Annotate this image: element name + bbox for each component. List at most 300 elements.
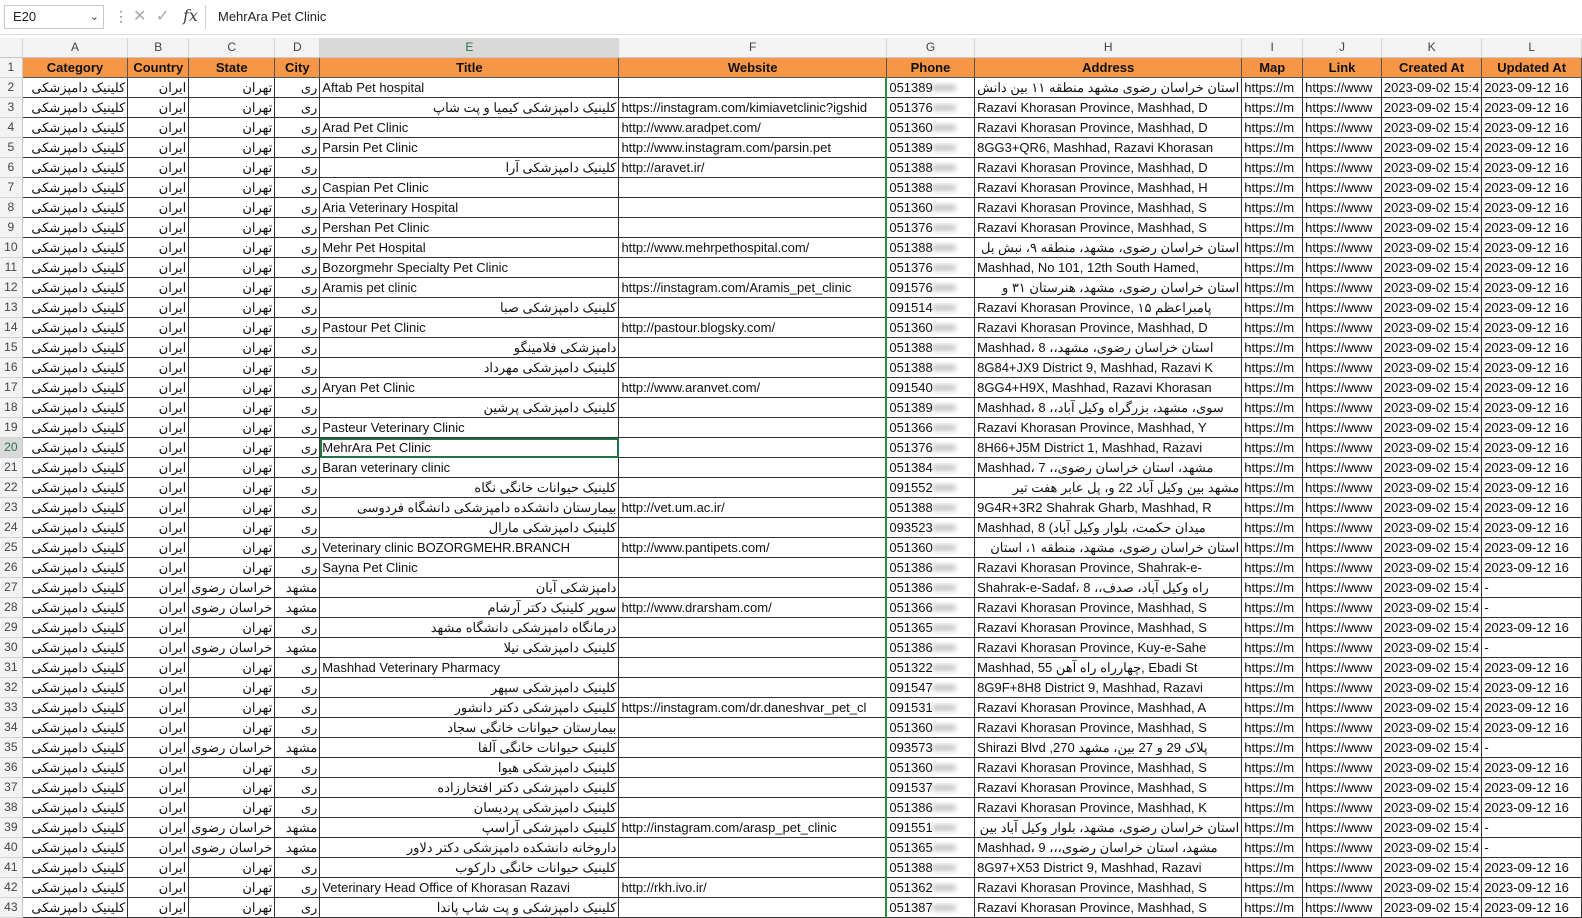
cell-d21[interactable]: ری [275, 458, 320, 478]
cell-e18[interactable]: کلینیک دامپزشکی پرشین [320, 398, 619, 418]
cell-h16[interactable]: 8G84+JX9 District 9, Mashhad, Razavi K [975, 358, 1242, 378]
cell-d12[interactable]: ری [275, 278, 320, 298]
cell-a31[interactable]: کلینیک دامپزشکی [22, 658, 128, 678]
cell-b7[interactable]: ایران [128, 178, 189, 198]
cell-d10[interactable]: ری [275, 238, 320, 258]
cell-c20[interactable]: تهران [189, 438, 275, 458]
cell-f27[interactable] [619, 578, 886, 598]
cell-b6[interactable]: ایران [128, 158, 189, 178]
cell-g8[interactable] [886, 198, 974, 218]
cell-g38[interactable] [886, 798, 974, 818]
column-header-a[interactable]: A [22, 38, 128, 58]
cell-c21[interactable]: تهران [189, 458, 275, 478]
cell-h31[interactable]: Mashhad, 55 چهارراه راه آهن, Ebadi St [975, 658, 1242, 678]
cell-g39[interactable] [886, 818, 974, 838]
cell-g7[interactable] [886, 178, 974, 198]
cell-l22[interactable]: 2023-09-12 16 [1482, 478, 1582, 498]
cell-h10[interactable]: استان خراسان رضوی، مشهد، منطقه ۹، نبش بل [975, 238, 1242, 258]
header-cell-g[interactable]: Phone [886, 58, 974, 78]
cell-l42[interactable]: 2023-09-12 16 [1482, 878, 1582, 898]
cell-h42[interactable]: Razavi Khorasan Province, Mashhad, S [975, 878, 1242, 898]
cell-a5[interactable]: کلینیک دامپزشکی [22, 138, 128, 158]
cell-j38[interactable]: https://www [1303, 798, 1382, 818]
cell-h8[interactable]: Razavi Khorasan Province, Mashhad, S [975, 198, 1242, 218]
column-header-f[interactable]: F [619, 38, 886, 58]
cell-a9[interactable]: کلینیک دامپزشکی [22, 218, 128, 238]
cell-i19[interactable]: https://m [1242, 418, 1303, 438]
cell-b16[interactable]: ایران [128, 358, 189, 378]
cell-d40[interactable]: مشهد [275, 838, 320, 858]
cell-g24[interactable] [886, 518, 974, 538]
cell-c15[interactable]: تهران [189, 338, 275, 358]
cell-a3[interactable]: کلینیک دامپزشکی [22, 98, 128, 118]
cell-h23[interactable]: 9G4R+3R2 Shahrak Gharb, Mashhad, R [975, 498, 1242, 518]
cell-e33[interactable]: کلینیک دامپزشکی دکتر دانشور [320, 698, 619, 718]
cell-k33[interactable]: 2023-09-02 15:4 [1381, 698, 1481, 718]
row-header-4[interactable]: 4 [0, 118, 22, 138]
cell-e34[interactable]: بیمارستان حیوانات خانگی سجاد [320, 718, 619, 738]
cell-l21[interactable]: 2023-09-12 16 [1482, 458, 1582, 478]
more-options-icon[interactable]: ⋮ [114, 8, 128, 24]
cell-g18[interactable] [886, 398, 974, 418]
cell-g11[interactable] [886, 258, 974, 278]
row-header-3[interactable]: 3 [0, 98, 22, 118]
cell-d26[interactable]: ری [275, 558, 320, 578]
cell-k40[interactable]: 2023-09-02 15:4 [1381, 838, 1481, 858]
cell-j4[interactable]: https://www [1303, 118, 1382, 138]
cell-j14[interactable]: https://www [1303, 318, 1382, 338]
cell-a37[interactable]: کلینیک دامپزشکی [22, 778, 128, 798]
cell-d23[interactable]: ری [275, 498, 320, 518]
cell-k17[interactable]: 2023-09-02 15:4 [1381, 378, 1481, 398]
cell-j2[interactable]: https://www [1303, 78, 1382, 98]
cell-h41[interactable]: 8G97+X53 District 9, Mashhad, Razavi [975, 858, 1242, 878]
cell-k13[interactable]: 2023-09-02 15:4 [1381, 298, 1481, 318]
cell-f32[interactable] [619, 678, 886, 698]
cell-f9[interactable] [619, 218, 886, 238]
cell-g42[interactable] [886, 878, 974, 898]
cell-c29[interactable]: تهران [189, 618, 275, 638]
cell-d42[interactable]: ری [275, 878, 320, 898]
cell-d13[interactable]: ری [275, 298, 320, 318]
cell-b26[interactable]: ایران [128, 558, 189, 578]
cell-i9[interactable]: https://m [1242, 218, 1303, 238]
cell-k7[interactable]: 2023-09-02 15:4 [1381, 178, 1481, 198]
cell-e21[interactable]: Baran veterinary clinic [320, 458, 619, 478]
cell-e13[interactable]: کلینیک دامپزشکی صبا [320, 298, 619, 318]
cell-e10[interactable]: Mehr Pet Hospital [320, 238, 619, 258]
cell-b12[interactable]: ایران [128, 278, 189, 298]
cell-i14[interactable]: https://m [1242, 318, 1303, 338]
cell-a28[interactable]: کلینیک دامپزشکی [22, 598, 128, 618]
chevron-down-icon[interactable]: ⌄ [89, 11, 99, 23]
cell-c25[interactable]: تهران [189, 538, 275, 558]
cell-a14[interactable]: کلینیک دامپزشکی [22, 318, 128, 338]
cell-g43[interactable] [886, 898, 974, 918]
cell-k38[interactable]: 2023-09-02 15:4 [1381, 798, 1481, 818]
column-header-l[interactable]: L [1482, 38, 1582, 58]
cell-h38[interactable]: Razavi Khorasan Province, Mashhad, K [975, 798, 1242, 818]
cell-b8[interactable]: ایران [128, 198, 189, 218]
cell-c37[interactable]: تهران [189, 778, 275, 798]
cell-l28[interactable]: - [1482, 598, 1582, 618]
cell-i24[interactable]: https://m [1242, 518, 1303, 538]
cell-g16[interactable] [886, 358, 974, 378]
cell-c3[interactable]: تهران [189, 98, 275, 118]
row-header-16[interactable]: 16 [0, 358, 22, 378]
cell-b19[interactable]: ایران [128, 418, 189, 438]
cell-d43[interactable]: ری [275, 898, 320, 918]
cell-h12[interactable]: استان خراسان رضوی، مشهد، هنرستان ۳۱ و [975, 278, 1242, 298]
cell-l11[interactable]: 2023-09-12 16 [1482, 258, 1582, 278]
cell-l18[interactable]: 2023-09-12 16 [1482, 398, 1582, 418]
cell-l3[interactable]: 2023-09-12 16 [1482, 98, 1582, 118]
cell-a20[interactable]: کلینیک دامپزشکی [22, 438, 128, 458]
cell-b27[interactable]: ایران [128, 578, 189, 598]
cell-b31[interactable]: ایران [128, 658, 189, 678]
cell-h9[interactable]: Razavi Khorasan Province, Mashhad, S [975, 218, 1242, 238]
cell-b17[interactable]: ایران [128, 378, 189, 398]
cell-h39[interactable]: استان خراسان رضوی، مشهد، بلوار وکیل آباد بین [975, 818, 1242, 838]
cell-i5[interactable]: https://m [1242, 138, 1303, 158]
column-header-e[interactable]: E [320, 38, 619, 58]
cell-e30[interactable]: کلینیک دامپزشکی نیلا [320, 638, 619, 658]
cell-j29[interactable]: https://www [1303, 618, 1382, 638]
cell-d38[interactable]: ری [275, 798, 320, 818]
row-header-25[interactable]: 25 [0, 538, 22, 558]
cell-g6[interactable] [886, 158, 974, 178]
cell-b29[interactable]: ایران [128, 618, 189, 638]
cell-j8[interactable]: https://www [1303, 198, 1382, 218]
cell-g15[interactable] [886, 338, 974, 358]
cell-e24[interactable]: کلینیک دامپزشکی مارال [320, 518, 619, 538]
cell-k14[interactable]: 2023-09-02 15:4 [1381, 318, 1481, 338]
cell-e38[interactable]: کلینیک دامپزشکی پردیسان [320, 798, 619, 818]
cell-f13[interactable] [619, 298, 886, 318]
cell-k25[interactable]: 2023-09-02 15:4 [1381, 538, 1481, 558]
insert-function-icon[interactable]: fx [183, 6, 198, 25]
cell-i34[interactable]: https://m [1242, 718, 1303, 738]
cell-d11[interactable]: ری [275, 258, 320, 278]
cell-h28[interactable]: Razavi Khorasan Province, Mashhad, S [975, 598, 1242, 618]
cell-b41[interactable]: ایران [128, 858, 189, 878]
cell-f7[interactable] [619, 178, 886, 198]
cell-f21[interactable] [619, 458, 886, 478]
cell-k15[interactable]: 2023-09-02 15:4 [1381, 338, 1481, 358]
cell-f14[interactable]: http://pastour.blogsky.com/ [619, 318, 886, 338]
cell-f33[interactable]: https://instagram.com/dr.daneshvar_pet_cl [619, 698, 886, 718]
cell-k19[interactable]: 2023-09-02 15:4 [1381, 418, 1481, 438]
cell-g19[interactable] [886, 418, 974, 438]
cell-d2[interactable]: ری [275, 78, 320, 98]
cell-a33[interactable]: کلینیک دامپزشکی [22, 698, 128, 718]
cell-h17[interactable]: 8GG4+H9X, Mashhad, Razavi Khorasan [975, 378, 1242, 398]
cell-k24[interactable]: 2023-09-02 15:4 [1381, 518, 1481, 538]
cell-k28[interactable]: 2023-09-02 15:4 [1381, 598, 1481, 618]
column-header-k[interactable]: K [1381, 38, 1481, 58]
cell-k32[interactable]: 2023-09-02 15:4 [1381, 678, 1481, 698]
cell-f37[interactable] [619, 778, 886, 798]
cell-f5[interactable]: http://www.instagram.com/parsin.pet [619, 138, 886, 158]
cell-h24[interactable]: Mashhad, 8 (میدان حکمت، بلوار وکیل آباد [975, 518, 1242, 538]
cell-e36[interactable]: کلینیک دامپزشکی هیوا [320, 758, 619, 778]
row-header-30[interactable]: 30 [0, 638, 22, 658]
cell-e17[interactable]: Aryan Pet Clinic [320, 378, 619, 398]
cell-h36[interactable]: Razavi Khorasan Province, Mashhad, S [975, 758, 1242, 778]
cell-k8[interactable]: 2023-09-02 15:4 [1381, 198, 1481, 218]
cell-l13[interactable]: 2023-09-12 16 [1482, 298, 1582, 318]
header-cell-j[interactable]: Link [1303, 58, 1382, 78]
cell-h34[interactable]: Razavi Khorasan Province, Mashhad, S [975, 718, 1242, 738]
cell-b38[interactable]: ایران [128, 798, 189, 818]
cell-l2[interactable]: 2023-09-12 16 [1482, 78, 1582, 98]
cell-d37[interactable]: ری [275, 778, 320, 798]
cell-d3[interactable]: ری [275, 98, 320, 118]
cell-d8[interactable]: ری [275, 198, 320, 218]
cell-b37[interactable]: ایران [128, 778, 189, 798]
cell-g29[interactable] [886, 618, 974, 638]
header-cell-f[interactable]: Website [619, 58, 886, 78]
cell-d28[interactable]: مشهد [275, 598, 320, 618]
cell-e19[interactable]: Pasteur Veterinary Clinic [320, 418, 619, 438]
cell-j33[interactable]: https://www [1303, 698, 1382, 718]
cell-f26[interactable] [619, 558, 886, 578]
header-cell-d[interactable]: City [275, 58, 320, 78]
cell-f19[interactable] [619, 418, 886, 438]
cell-b15[interactable]: ایران [128, 338, 189, 358]
cell-c7[interactable]: تهران [189, 178, 275, 198]
row-header-23[interactable]: 23 [0, 498, 22, 518]
cell-b14[interactable]: ایران [128, 318, 189, 338]
cell-j7[interactable]: https://www [1303, 178, 1382, 198]
cell-i37[interactable]: https://m [1242, 778, 1303, 798]
cell-b18[interactable]: ایران [128, 398, 189, 418]
cell-j22[interactable]: https://www [1303, 478, 1382, 498]
cell-i41[interactable]: https://m [1242, 858, 1303, 878]
cell-l29[interactable]: 2023-09-12 16 [1482, 618, 1582, 638]
row-header-2[interactable]: 2 [0, 78, 22, 98]
cell-l16[interactable]: 2023-09-12 16 [1482, 358, 1582, 378]
cell-k3[interactable]: 2023-09-02 15:4 [1381, 98, 1481, 118]
cell-i21[interactable]: https://m [1242, 458, 1303, 478]
cell-i35[interactable]: https://m [1242, 738, 1303, 758]
cell-i20[interactable]: https://m [1242, 438, 1303, 458]
cell-i2[interactable]: https://m [1242, 78, 1303, 98]
cell-e11[interactable]: Bozorgmehr Specialty Pet Clinic [320, 258, 619, 278]
cell-a43[interactable]: کلینیک دامپزشکی [22, 898, 128, 918]
cell-c2[interactable]: تهران [189, 78, 275, 98]
cell-h25[interactable]: استان خراسان رضوی، مشهد، منطقه ۱، استان [975, 538, 1242, 558]
cell-j35[interactable]: https://www [1303, 738, 1382, 758]
row-header-32[interactable]: 32 [0, 678, 22, 698]
row-header-40[interactable]: 40 [0, 838, 22, 858]
cell-b21[interactable]: ایران [128, 458, 189, 478]
cell-d33[interactable]: ری [275, 698, 320, 718]
cell-e35[interactable]: کلینیک حیوانات خانگی آلفا [320, 738, 619, 758]
cell-l4[interactable]: 2023-09-12 16 [1482, 118, 1582, 138]
cell-i23[interactable]: https://m [1242, 498, 1303, 518]
cell-d20[interactable]: ری [275, 438, 320, 458]
cell-f6[interactable]: http://aravet.ir/ [619, 158, 886, 178]
cell-h13[interactable]: Razavi Khorasan Province, ۱۵ پامبراعظم [975, 298, 1242, 318]
cell-l25[interactable]: 2023-09-12 16 [1482, 538, 1582, 558]
cell-a23[interactable]: کلینیک دامپزشکی [22, 498, 128, 518]
cell-d25[interactable]: ری [275, 538, 320, 558]
cell-g10[interactable] [886, 238, 974, 258]
cell-c9[interactable]: تهران [189, 218, 275, 238]
cell-a13[interactable]: کلینیک دامپزشکی [22, 298, 128, 318]
cell-l33[interactable]: 2023-09-12 16 [1482, 698, 1582, 718]
column-header-h[interactable]: H [975, 38, 1242, 58]
cell-d36[interactable]: ری [275, 758, 320, 778]
row-header-41[interactable]: 41 [0, 858, 22, 878]
cell-e23[interactable]: بیمارستان دانشکده دامپزشکی دانشگاه فردوسی [320, 498, 619, 518]
cell-d30[interactable]: مشهد [275, 638, 320, 658]
cell-k37[interactable]: 2023-09-02 15:4 [1381, 778, 1481, 798]
row-header-26[interactable]: 26 [0, 558, 22, 578]
cell-j18[interactable]: https://www [1303, 398, 1382, 418]
cell-d41[interactable]: ری [275, 858, 320, 878]
cell-a39[interactable]: کلینیک دامپزشکی [22, 818, 128, 838]
cell-h37[interactable]: Razavi Khorasan Province, Mashhad, S [975, 778, 1242, 798]
cell-g27[interactable] [886, 578, 974, 598]
cancel-icon[interactable]: ✕ [133, 8, 147, 25]
cell-f38[interactable] [619, 798, 886, 818]
cell-b13[interactable]: ایران [128, 298, 189, 318]
cell-g30[interactable] [886, 638, 974, 658]
cell-e39[interactable]: کلینیک دامپزشکی آراسپ [320, 818, 619, 838]
cell-b30[interactable]: ایران [128, 638, 189, 658]
cell-g22[interactable] [886, 478, 974, 498]
cell-l41[interactable]: 2023-09-12 16 [1482, 858, 1582, 878]
cell-h21[interactable]: Mashhad، مشهد، استان خراسان رضوی،، 7 [975, 458, 1242, 478]
cell-c14[interactable]: تهران [189, 318, 275, 338]
row-header-14[interactable]: 14 [0, 318, 22, 338]
cell-a10[interactable]: کلینیک دامپزشکی [22, 238, 128, 258]
cell-h3[interactable]: Razavi Khorasan Province, Mashhad, D [975, 98, 1242, 118]
cell-b23[interactable]: ایران [128, 498, 189, 518]
cell-h33[interactable]: Razavi Khorasan Province, Mashhad, A [975, 698, 1242, 718]
cell-e6[interactable]: کلینیک دامپزشکی آرا [320, 158, 619, 178]
cell-h43[interactable]: Razavi Khorasan Province, Mashhad, S [975, 898, 1242, 918]
cell-i26[interactable]: https://m [1242, 558, 1303, 578]
column-header-b[interactable]: B [128, 38, 189, 58]
cell-i22[interactable]: https://m [1242, 478, 1303, 498]
cell-f12[interactable]: https://instagram.com/Aramis_pet_clinic [619, 278, 886, 298]
cell-h32[interactable]: 8G9F+8H8 District 9, Mashhad, Razavi [975, 678, 1242, 698]
cell-k39[interactable]: 2023-09-02 15:4 [1381, 818, 1481, 838]
cell-e22[interactable]: کلینیک حیوانات خانگی نگاه [320, 478, 619, 498]
row-header-7[interactable]: 7 [0, 178, 22, 198]
cell-a29[interactable]: کلینیک دامپزشکی [22, 618, 128, 638]
cell-d7[interactable]: ری [275, 178, 320, 198]
cell-e42[interactable]: Veterinary Head Office of Khorasan Razavi [320, 878, 619, 898]
cell-l5[interactable]: 2023-09-12 16 [1482, 138, 1582, 158]
cell-d4[interactable]: ری [275, 118, 320, 138]
cell-b22[interactable]: ایران [128, 478, 189, 498]
cell-l40[interactable]: - [1482, 838, 1582, 858]
cell-d16[interactable]: ری [275, 358, 320, 378]
cell-c36[interactable]: تهران [189, 758, 275, 778]
cell-b24[interactable]: ایران [128, 518, 189, 538]
cell-l30[interactable]: - [1482, 638, 1582, 658]
cell-a12[interactable]: کلینیک دامپزشکی [22, 278, 128, 298]
cell-c4[interactable]: تهران [189, 118, 275, 138]
row-header-5[interactable]: 5 [0, 138, 22, 158]
row-header-35[interactable]: 35 [0, 738, 22, 758]
cell-g3[interactable] [886, 98, 974, 118]
enter-icon[interactable]: ✓ [156, 8, 170, 25]
cell-g21[interactable] [886, 458, 974, 478]
row-header-15[interactable]: 15 [0, 338, 22, 358]
cell-i33[interactable]: https://m [1242, 698, 1303, 718]
cell-i32[interactable]: https://m [1242, 678, 1303, 698]
cell-f30[interactable] [619, 638, 886, 658]
cell-k2[interactable]: 2023-09-02 15:4 [1381, 78, 1481, 98]
cell-k30[interactable]: 2023-09-02 15:4 [1381, 638, 1481, 658]
cell-k23[interactable]: 2023-09-02 15:4 [1381, 498, 1481, 518]
row-header-8[interactable]: 8 [0, 198, 22, 218]
cell-c40[interactable]: خراسان رضوی [189, 838, 275, 858]
cell-j17[interactable]: https://www [1303, 378, 1382, 398]
cell-c31[interactable]: تهران [189, 658, 275, 678]
cell-j27[interactable]: https://www [1303, 578, 1382, 598]
cell-c18[interactable]: تهران [189, 398, 275, 418]
row-header-18[interactable]: 18 [0, 398, 22, 418]
cell-i39[interactable]: https://m [1242, 818, 1303, 838]
column-header-i[interactable]: I [1242, 38, 1303, 58]
cell-f25[interactable]: http://www.pantipets.com/ [619, 538, 886, 558]
cell-j34[interactable]: https://www [1303, 718, 1382, 738]
cell-b4[interactable]: ایران [128, 118, 189, 138]
cell-a34[interactable]: کلینیک دامپزشکی [22, 718, 128, 738]
cell-a19[interactable]: کلینیک دامپزشکی [22, 418, 128, 438]
cell-c41[interactable]: تهران [189, 858, 275, 878]
cell-d22[interactable]: ری [275, 478, 320, 498]
cell-l17[interactable]: 2023-09-12 16 [1482, 378, 1582, 398]
cell-c26[interactable]: تهران [189, 558, 275, 578]
cell-f11[interactable] [619, 258, 886, 278]
cell-e16[interactable]: کلینیک دامپزشکی مهرداد [320, 358, 619, 378]
column-header-j[interactable]: J [1303, 38, 1382, 58]
cell-b5[interactable]: ایران [128, 138, 189, 158]
cell-f10[interactable]: http://www.mehrpethospital.com/ [619, 238, 886, 258]
cell-i7[interactable]: https://m [1242, 178, 1303, 198]
cell-i42[interactable]: https://m [1242, 878, 1303, 898]
cell-e37[interactable]: کلینیک دامپزشکی دکتر افتخارزاده [320, 778, 619, 798]
cell-j26[interactable]: https://www [1303, 558, 1382, 578]
cell-i28[interactable]: https://m [1242, 598, 1303, 618]
cell-a32[interactable]: کلینیک دامپزشکی [22, 678, 128, 698]
cell-l34[interactable]: 2023-09-12 16 [1482, 718, 1582, 738]
cell-g9[interactable] [886, 218, 974, 238]
cell-l23[interactable]: 2023-09-12 16 [1482, 498, 1582, 518]
cell-d29[interactable]: ری [275, 618, 320, 638]
cell-j42[interactable]: https://www [1303, 878, 1382, 898]
cell-i43[interactable]: https://m [1242, 898, 1303, 918]
row-header-22[interactable]: 22 [0, 478, 22, 498]
cell-a18[interactable]: کلینیک دامپزشکی [22, 398, 128, 418]
cell-a30[interactable]: کلینیک دامپزشکی [22, 638, 128, 658]
cell-e40[interactable]: داروخانه دانشکده دامپزشکی دکتر دلاور [320, 838, 619, 858]
cell-d27[interactable]: مشهد [275, 578, 320, 598]
cell-l10[interactable]: 2023-09-12 16 [1482, 238, 1582, 258]
cell-h18[interactable]: Mashhad، سوی، مشهد، بزرگراه وکیل آباد،، 8 [975, 398, 1242, 418]
cell-i40[interactable]: https://m [1242, 838, 1303, 858]
cell-g31[interactable] [886, 658, 974, 678]
cell-a15[interactable]: کلینیک دامپزشکی [22, 338, 128, 358]
cell-h11[interactable]: Mashhad, No 101, 12th South Hamed, [975, 258, 1242, 278]
